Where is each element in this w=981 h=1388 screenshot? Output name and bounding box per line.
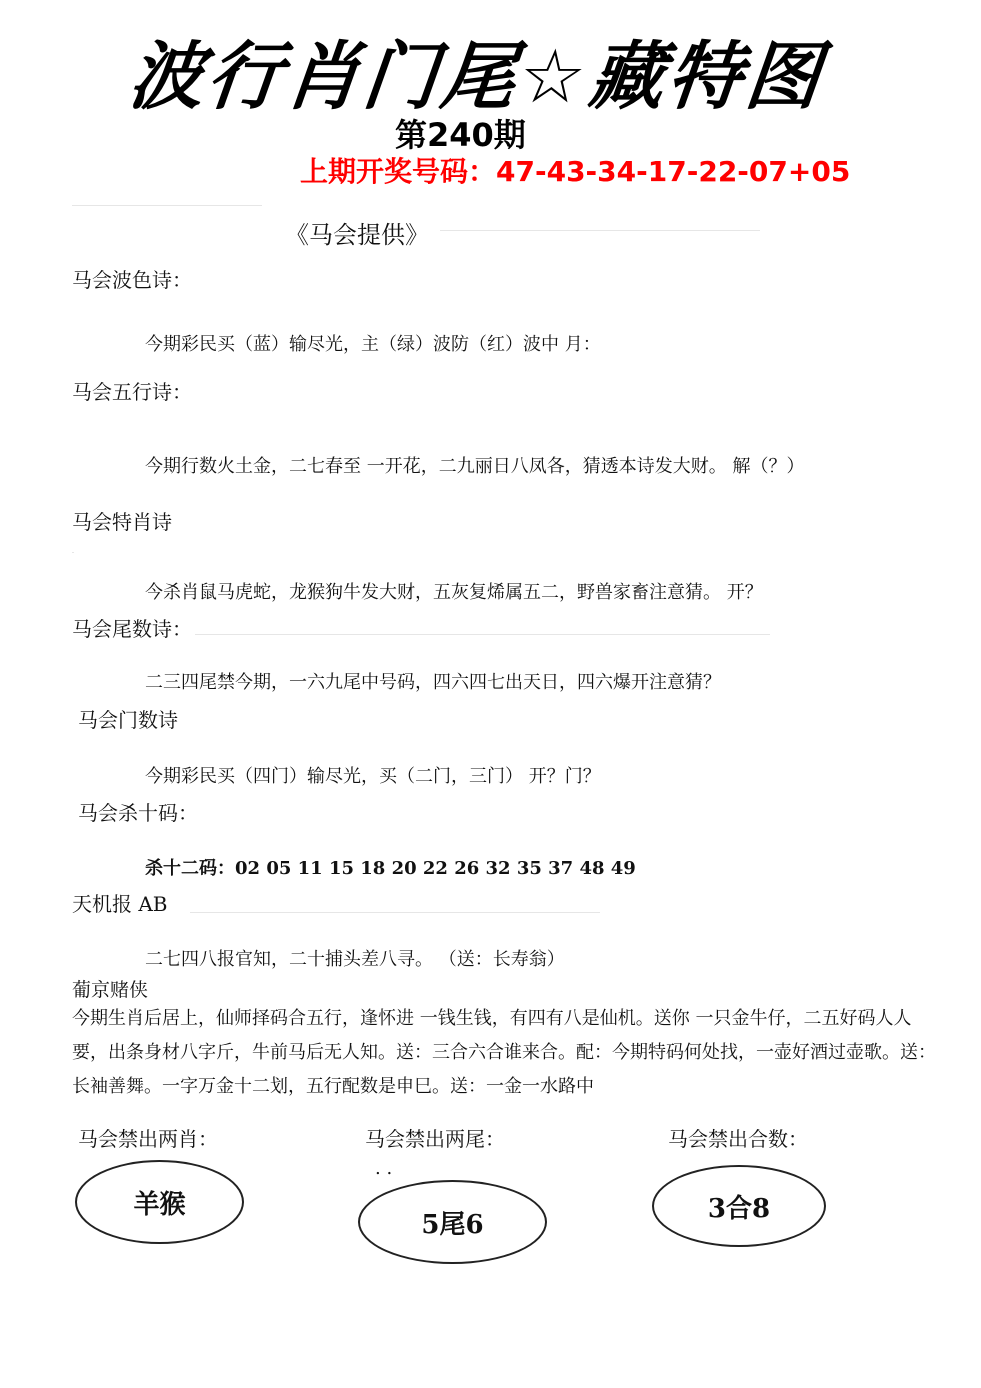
ban-value-zodiac-oval <box>75 1160 244 1244</box>
section-heading-tail-number: 马会尾数诗： <box>72 617 192 641</box>
divider <box>440 230 760 231</box>
ban-value-tail: 5尾6 <box>421 1209 484 1240</box>
section-heading-gate-number: 马会门数诗 <box>78 708 178 732</box>
dots-mark: . . <box>375 1158 393 1179</box>
divider <box>72 552 74 553</box>
section-heading-kill-ten: 马会杀十码： <box>78 801 198 825</box>
section-heading-wave-poem: 马会波色诗： <box>72 268 192 292</box>
section-text-tianji: 二七四八报官知，二十捕头差八寻。 （送：长寿翁） <box>145 949 565 970</box>
provided-by: 《马会提供》 <box>285 221 429 249</box>
page-title: 波行肖门尾☆藏特图 <box>124 34 829 120</box>
section-heading-tianji: 天机报 AB <box>72 892 168 916</box>
ban-value-sum-oval <box>652 1165 826 1247</box>
section-text-kill-ten: 杀十二码：02 05 11 15 18 20 22 26 32 35 37 48 49 <box>145 858 636 879</box>
section-text-gate-number: 今期彩民买（四门）输尽光，买（二门，三门） 开？门？ <box>145 766 601 787</box>
section-text-special-zodiac: 今杀肖鼠马虎蛇，龙猴狗牛发大财，五灰复烯属五二，野兽家畜注意猜。 开？ <box>145 582 763 603</box>
ban-label-tail: 马会禁出两尾： <box>365 1127 505 1151</box>
divider <box>72 205 262 206</box>
ban-value-zodiac: 羊猴 <box>133 1189 186 1220</box>
issue-number: 第240期 <box>395 116 526 154</box>
section-heading-special-zodiac: 马会特肖诗 <box>72 510 172 534</box>
ban-label-zodiac: 马会禁出两肖： <box>78 1127 218 1151</box>
ban-value-tail-oval <box>358 1180 547 1264</box>
divider <box>195 634 770 635</box>
last-draw-numbers: 上期开奖号码：47-43-34-17-22-07+05 <box>300 155 851 188</box>
section-heading-pujing: 葡京赌侠 <box>72 979 149 1001</box>
ban-label-sum: 马会禁出合数： <box>668 1127 808 1151</box>
section-text-five-elements: 今期行数火土金，二七春至 一开花，二九丽日八凤各，猜透本诗发大财。 解（？） <box>145 456 805 477</box>
section-text-pujing: 今期生肖后居上，仙师择码合五行，逢怀进 一钱生钱，有四有八是仙机。送你 一只金牛仔，二五好码人人要，出条身材八字斤，牛前马后无人知。送：三合六合谁来合。配：今期特码何处找，一壶好酒过壶歌。送：长袖善舞。一字万金十二划，五行配数是申巳。送：一金一水路中 <box>72 1008 936 1097</box>
section-text-wave-poem: 今期彩民买（蓝）输尽光，主（绿）波防（红）波中 月： <box>145 334 601 355</box>
section-heading-five-elements: 马会五行诗： <box>72 380 192 404</box>
divider <box>190 912 600 913</box>
section-text-tail-number: 二三四尾禁今期，一六九尾中号码，四六四七出天日，四六爆开注意猜？ <box>145 672 721 693</box>
ban-value-sum: 3合8 <box>707 1193 771 1224</box>
